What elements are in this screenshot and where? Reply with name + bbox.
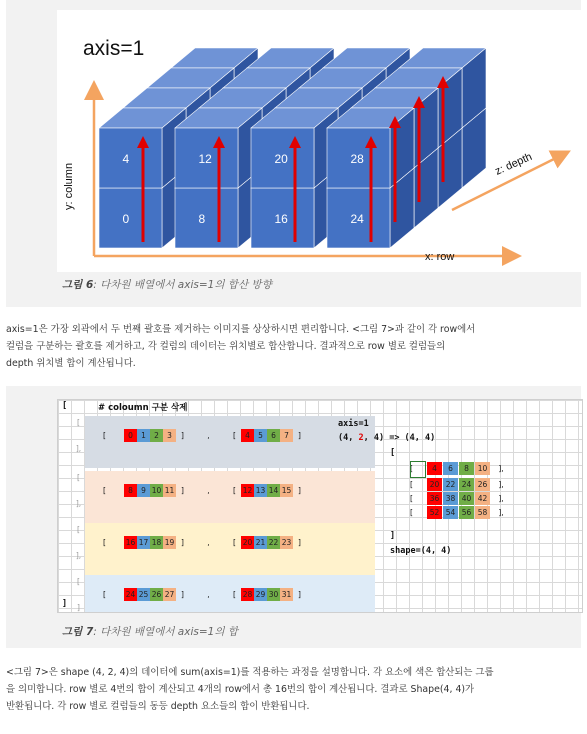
data-cell: 0 — [124, 429, 137, 442]
z-axis-label: z: depth — [493, 150, 534, 178]
row-group-band — [85, 523, 375, 575]
sub-close-bracket: ] — [298, 431, 301, 440]
data-cell: 7 — [280, 429, 293, 442]
selected-cell-outline — [410, 461, 426, 478]
data-cell: 23 — [281, 538, 292, 547]
cube-value: 0 — [122, 212, 130, 226]
data-cell: 29 — [255, 590, 266, 599]
paragraph-line: 컬럼을 구분하는 괄호를 제거하고, 각 컬럼의 데이터는 위치별로 합산합니다. 결과적으로 row 별로 컬럼들의 — [6, 341, 446, 352]
result-open-bracket: [ — [390, 448, 396, 458]
data-cell: 3 — [163, 429, 176, 442]
sub-open-bracket: [ — [233, 486, 236, 495]
paragraph-1 — [6, 321, 571, 372]
outer-close-bracket: ] — [62, 599, 68, 609]
result-row-open: [ — [410, 508, 413, 517]
result-cell: 56 — [459, 506, 474, 519]
data-cell: 4 — [241, 429, 254, 442]
paragraph-line: 반환됩니다. 각 row 별로 컬럼들의 동등 depth 요소들의 합이 반환됩니다. — [6, 701, 310, 712]
result-row-close: ], — [498, 480, 504, 489]
figure-title: axis=1 — [83, 37, 145, 60]
comma: , — [207, 431, 210, 440]
result-cell: 58 — [475, 506, 490, 519]
comma: , — [207, 590, 210, 599]
sub-close-bracket: ] — [181, 431, 184, 440]
data-cell: 15 — [281, 486, 292, 495]
result-shape: shape=(4, 4) — [390, 546, 452, 556]
result-cell: 8 — [459, 462, 474, 475]
data-cell: 14 — [268, 486, 279, 495]
cube-value: 8 — [198, 212, 206, 226]
sub-open-bracket: [ — [103, 538, 106, 547]
result-cell: 40 — [459, 492, 474, 505]
result-row-open: [ — [410, 464, 413, 473]
group-open-bracket: [ — [77, 473, 80, 482]
data-cell: 19 — [164, 538, 175, 547]
data-cell: 25 — [138, 590, 149, 599]
result-cell: 10 — [475, 462, 490, 475]
result-row-close: ], — [498, 508, 504, 517]
data-cell: 21 — [255, 538, 266, 547]
data-cell: 27 — [164, 590, 175, 599]
data-cell: 11 — [164, 486, 175, 495]
result-cell: 42 — [475, 492, 490, 505]
data-cell: 30 — [268, 590, 279, 599]
cube-value: 12 — [198, 152, 212, 166]
caption-text: : 다차원 배열에서 axis=1의 합산 방향 — [93, 279, 272, 291]
result-row-open: [ — [410, 480, 413, 489]
paragraph-line: <그림 7>은 shape (4, 2, 4)의 데이터에 sum(axis=1)를 적용하는 과정을 설명합니다. 각 요소에 색은 합산되는 그룹 — [6, 667, 494, 678]
caption-label: 그림 6 — [62, 279, 94, 291]
group-close-bracket: ], — [75, 499, 82, 508]
sub-close-bracket: ] — [298, 486, 301, 495]
group-close-bracket: ], — [75, 444, 82, 453]
cube-value: 16 — [274, 212, 288, 226]
figure-6-box — [6, 0, 581, 307]
result-cell: 54 — [443, 506, 458, 519]
shape-transform: (4, 2, 4) => (4, 4) — [338, 433, 436, 443]
axis1-cube-diagram — [57, 10, 581, 272]
comma: , — [207, 538, 210, 547]
result-cell: 22 — [443, 478, 458, 491]
sub-close-bracket: ] — [181, 538, 184, 547]
figure-6-image — [57, 10, 581, 272]
paragraph-2 — [6, 664, 571, 715]
data-cell: 13 — [255, 486, 266, 495]
sub-open-bracket: [ — [103, 486, 106, 495]
caption-label: 그림 7 — [62, 626, 94, 638]
row-group-band — [85, 416, 375, 468]
result-close-bracket: ] — [390, 531, 396, 541]
figure-6-caption — [62, 277, 272, 292]
data-cell: 2 — [150, 429, 163, 442]
data-cell: 28 — [242, 590, 253, 599]
sub-close-bracket: ] — [181, 590, 184, 599]
paragraph-line: depth 위치별 합이 계산됩니다. — [6, 358, 136, 369]
data-cell: 31 — [281, 590, 292, 599]
figure-7-spreadsheet — [57, 399, 583, 613]
sub-close-bracket: ] — [181, 486, 184, 495]
data-cell: 24 — [125, 590, 136, 599]
data-cell: 9 — [137, 484, 150, 497]
result-row-close: ], — [498, 494, 504, 503]
cube-value: 24 — [350, 212, 364, 226]
outer-open-bracket: [ — [62, 401, 68, 411]
sub-close-bracket: ] — [298, 590, 301, 599]
axis-label: axis=1 — [338, 419, 369, 429]
result-cell: 52 — [427, 506, 442, 519]
sub-open-bracket: [ — [233, 431, 236, 440]
data-cell: 5 — [254, 429, 267, 442]
y-axis-label: y: column — [63, 162, 75, 210]
data-cell: 20 — [242, 538, 253, 547]
data-cell: 16 — [125, 538, 136, 547]
sub-open-bracket: [ — [233, 538, 236, 547]
data-cell: 18 — [151, 538, 162, 547]
result-cell: 38 — [443, 492, 458, 505]
data-cell: 12 — [242, 486, 253, 495]
result-cell: 26 — [475, 478, 490, 491]
figure-7-caption — [62, 624, 238, 639]
result-row-open: [ — [410, 494, 413, 503]
result-row-close: ], — [498, 464, 504, 473]
row-group-band — [85, 471, 375, 523]
data-cell: 22 — [268, 538, 279, 547]
data-cell: 17 — [138, 538, 149, 547]
result-cell: 4 — [427, 462, 442, 475]
cube-value: 28 — [350, 152, 364, 166]
result-cell: 36 — [427, 492, 442, 505]
cube-value: 20 — [274, 152, 288, 166]
group-open-bracket: [ — [77, 525, 80, 534]
x-axis-label: x: row — [425, 251, 455, 263]
comma: , — [207, 486, 210, 495]
figure-7-box — [6, 386, 581, 648]
group-open-bracket: [ — [77, 577, 80, 586]
caption-text: : 다차원 배열에서 axis=1의 합 — [93, 626, 238, 638]
data-cell: 8 — [124, 484, 137, 497]
sub-open-bracket: [ — [233, 590, 236, 599]
paragraph-line: axis=1은 가장 외곽에서 두 번째 괄호를 제거하는 이미지를 상상하시면 편리합니다. <그림 7>과 같이 각 row에서 — [6, 324, 476, 335]
figure-heading: # coloumn 구분 삭제 — [98, 403, 188, 413]
group-open-bracket: [ — [77, 418, 80, 427]
data-cell: 6 — [267, 429, 280, 442]
sub-open-bracket: [ — [103, 590, 106, 599]
sub-close-bracket: ] — [298, 538, 301, 547]
result-cell: 6 — [443, 462, 458, 475]
paragraph-line: 을 의미합니다. row 별로 4번의 합이 계산되고 4개의 row에서 총 16번의 합이 계산됩니다. 결과로 Shape(4, 4)가 — [6, 684, 475, 695]
result-cell: 24 — [459, 478, 474, 491]
data-cell: 1 — [137, 429, 150, 442]
result-cell: 20 — [427, 478, 442, 491]
cube-value: 4 — [122, 152, 130, 166]
data-cell: 10 — [151, 486, 162, 495]
sub-open-bracket: [ — [103, 431, 106, 440]
group-close-bracket: ] — [77, 603, 80, 612]
data-cell: 26 — [151, 590, 162, 599]
group-close-bracket: ], — [75, 551, 82, 560]
